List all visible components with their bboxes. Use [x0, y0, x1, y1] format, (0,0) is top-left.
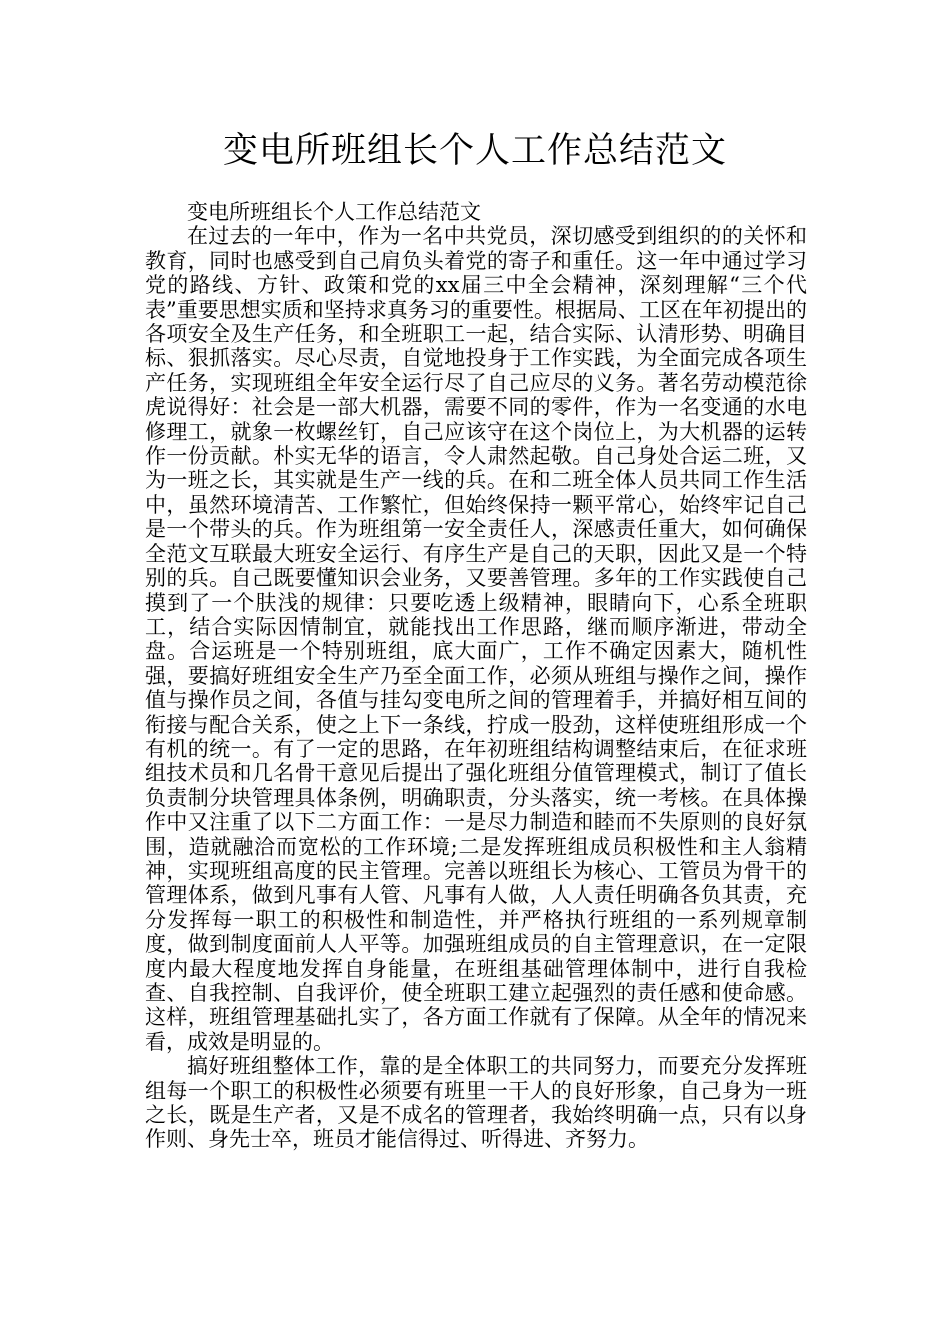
document-body — [145, 200, 807, 1152]
subtitle-paragraph: 变电所班组长个人工作总结范文 — [187, 200, 481, 224]
body-paragraph: 搞好班组整体工作，靠的是全体职工的共同努力，而要充分发挥班组每一个职工的积极性必须要有班里一干人的良好形象，自己身为一班之长，既是生产者，又是不成名的管理者，我始终明确一点，只有以身作则、身先士卒，班员才能信得过、听得进、齐努力。 — [145, 1054, 807, 1152]
body-paragraph: 在过去的一年中，作为一名中共党员，深切感受到组织的的关怀和教育，同时也感受到自己肩负头着党的寄子和重任。这一年中通过学习党的路线、方针、政策和党的xx届三中全会精神，深刻理解“三个代表”重要思想实质和坚持求真务习的重要性。根据局、工区在年初提出的各项安全及生产任务，和全班职工一起，结合实际、认清形势、明确目标、狠抓落实。尽心尽责，自觉地投身于工作实践，为全面完成各项生产任务，实现班组全年安全运行尽了自己应尽的义务。著名劳动模范徐虎说得好：社会是一部大机器，需要不同的零件，作为一名变通的水电修理工，就象一枚螺丝钉，自己应该守在这个岗位上，为大机器的运转作一份贡献。朴实无华的语言，令人肃然起敬。自己身处合运二班，又为一班之长，其实就是生产一线的兵。在和二班全体人员共同工作生活中，虽然环境清苦、工作繁忙，但始终保持一颗平常心，始终牢记自己是一个带头的兵。作为班组第一安全责任人，深感责任重大，如何确保全范文互联最大班安全运行、有序生产是自己的天职，因此又是一个特别的兵。自己既要懂知识会业务，又要善管理。多年的工作实践使自己摸到了一个肤浅的规律：只要吃透上级精神，眼睛向下，心系全班职工，结合实际因情制宜，就能找出工作思路，继而顺序渐进，带动全盘。合运班是一个特别班组，底大面广，工作不确定因素大，随机性强，要搞好班组安全生产乃至全面工作，必须从班组与操作之间，操作值与操作员之间，各值与挂勾变电所之间的管理着手，并搞好相互间的衔接与配合关系，使之上下一条线，拧成一股劲，这样使班组形成一个有机的统一。有了一定的思路，在年初班组结构调整结束后，在征求班组技术员和几名骨干意见后提出了强化班组分值管理模式，制订了值长负责制分块管理具体条例，明确职责，分头落实，统一考核。在具体操作中又注重了以下二方面工作：一是尽力制造和睦而不失原则的良好氛围，造就融洽而宽松的工作环境;二是发挥班组成员积极性和主人翁精神，实现班组高度的民主管理。完善以班组长为核心、工管员为骨干的管理体系，做到凡事有人管、凡事有人做，人人责任明确各负其责，充分发挥每一职工的积极性和制造性，并严格执行班组的一系列规章制度，做到制度面前人人平等。加强班组成员的自主管理意识，在一定限度内最大程度地发挥自身能量，在班组基础管理体制中，进行自我检查、自我控制、自我评价，使全班职工建立起强烈的责任感和使命感。这样，班组管理基础扎实了，各方面工作就有了保障。从全年的情况来看，成效是明显的。 — [145, 224, 807, 1054]
document-title: 变电所班组长个人工作总结范文 — [222, 131, 727, 171]
